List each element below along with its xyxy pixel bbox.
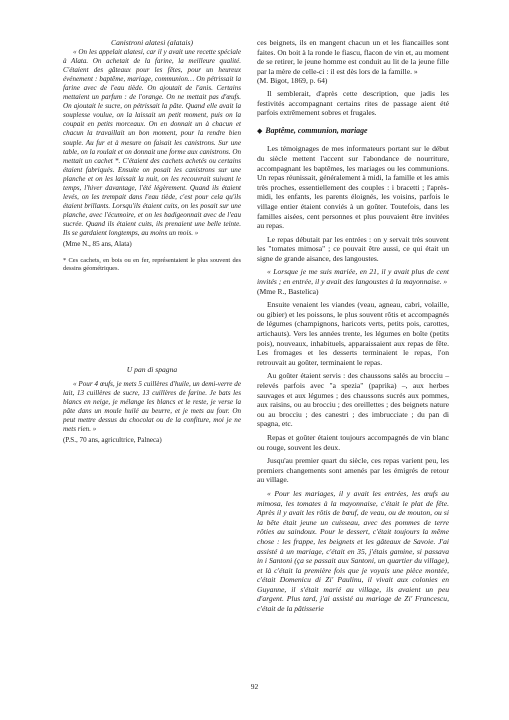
paragraph-fiancailles: ces beignets, ils en mangent chacun un et les fiancailles sont faites. On boit à la ronde le fiascu, flacon de vin et, au moment de se retirer, le jeune homme est conduit au lit de la jeune fille par la mère de celle-ci : il est dès lors de la famille. » bbox=[257, 38, 449, 76]
paragraph-entrees: Le repas débutait par les entrées : on y servait très souvent les "tomates mimosa" ; ce pouvait être aussi, ce qui était un signe de grande aisance, des langoustes. bbox=[257, 234, 449, 263]
section-heading-text: Baptême, communion, mariage bbox=[265, 125, 368, 135]
right-column bbox=[257, 38, 449, 614]
reference-bigot: (M. Bigot, 1869, p. 64) bbox=[257, 76, 328, 86]
paragraph-sobres: Il semblerait, d'après cette description, que jadis les festivités accompagnant certains rites de passage aient été parfois extrêmement sobres et frugales. bbox=[257, 88, 449, 118]
footnote-cachets: * Ces cachets, en bois ou en fer, représentaient le plus souvent des dessins géométriques. bbox=[63, 257, 241, 273]
paragraph-viandes: Ensuite venaient les viandes (veau, agneau, cabri, volaille, ou gibier) et les poissons, le plus souvent rôtis et accompagnés de légumes (champignons, haricots verts, petits pois, carottes, artichauts). Vers les années trente, les légumes en boîte (petits pois), nouveaux, inhabituels, apparaissaient aux repas de fête. Les fromages et les desserts terminaient le repas, l'on retrouvait au goûter, terminaient le repas. bbox=[257, 300, 449, 367]
section-heading bbox=[257, 126, 449, 137]
recipe-title-canistroni: Canistroni alatesi (alatais) bbox=[111, 38, 193, 47]
recipe-attribution-canistroni: (Mme N., 85 ans, Alata) bbox=[63, 240, 132, 249]
quote-mariages: « Pour les mariages, il y avait les entrées, les œufs au mimosa, les tomates à la mayonnaise, c'était le plat de fête. Après il y avait les rôtis de bœuf, de veau, ou de mouton, ou si la bête était jeune un cuisseau, avec des pommes de terre rôties au saindoux. Pour le dessert, c'était toujours la même chose : les frappe, les beignets et les gâteaux de Savoie. J'ai assisté à un mariage, c'était en 35, j'étais gamine, si passava in i Santoni (ça se passait aux Santoni, un quartier du village), et là c'était la première fois que je voyais une pièce montée, c'était Domenicu di Zi' Paulinu, il vivait aux colonies en Guyanne, il s'était marié au village, ils avaient un peu d'argent. Plus tard, j'ai assisté au mariage de Zi' Francescu, c'était de la pâtisserie bbox=[257, 488, 449, 614]
recipe-title-pan-di-spagna: U pan di spagna bbox=[126, 365, 178, 375]
paragraph-temoignages: Les témoignages de mes informateurs portant sur le début du siècle mettent l'accent sur l'abondance de nourriture, accompagnant les baptêmes, les mariages ou les communions. Un repas réunissait, généralement à midi, la famille et les amis très proches, essentiellement des couples : i bracetti ; l'après-midi, les enfants, les parents éloignés, les voisins, parfois le village entier étaient conviés à un goûter. Toutefois, dans les familles aisées, cent personnes et plus pouvaient être invitées au repas. bbox=[257, 144, 449, 231]
quote-mariee-21: « Lorsque je me suis mariée, en 21, il y avait plus de cent invités ; en entrée, il y avait des langoustes à la mayonnaise. » bbox=[257, 267, 449, 287]
paragraph-emigres: Jusqu'au premier quart du siècle, ces repas varient peu, les premiers changements sont amenés par les émigrés de retour au village. bbox=[257, 456, 449, 485]
recipe-body-pan-di-spagna: « Pour 4 œufs, je mets 5 cuillères d'huile, un demi-verre de lait, 13 cuillères de sucre, 13 cuillères de farine. Je bats les blancs en neige, je mélange les blancs et le reste, je verse la pâte dans un moule huilé au beurre, et je mets au four. On peut mettre dessus du chocolat ou de la confiture, moi je ne mets rien. » bbox=[63, 380, 241, 434]
recipe-attribution-pan-di-spagna: (P.S., 70 ans, agricultrice, Palneca) bbox=[63, 436, 162, 445]
recipe-body-canistroni: « On les appelait alatesi, car il y avait une recette spéciale à Alata. On achetait de la farine, la meilleure qualité. C'étaient des gâteaux pour les fêtes, pour un heureux événement : baptême, mariage, communion… On pétrissait la farine avec de l'eau tiède. On ajoutait de l'anis. Certains mettaient un parfum : de l'orange. On ne mettait pas d'œufs. On ajoutait le sucre, on pétrissait la pâte. Quand elle avait la souplesse voulue, on la laissait un petit moment, puis on la coupait en petits morceaux. On en donnait un à chacun et chacun la travaillait un bon moment, pour la rendre bien souple. Au fur et à mesure on faisait les canistrons. Sur une table, on la roulait et on donnait une forme aux canistrons. On mettait un cachet *. C'étaient des cachets achetés ou certains étaient fabriqués. Ensuite on posait les canistrons sur une planche et on les laissait la nuit, on les recouvrait suivant le temps, l'hiver davantage, l'été légèrement. Quand ils étaient levés, on les trempait dans l'eau tiède, c'est pour cela qu'ils étaient brillants. Lorsqu'ils étaient cuits, on les posait sur une planche, avec l'écumoire, et on les badigeonnait avec de l'eau sucrée. Quand ils étaient cuits, ils prenaient une belle teinte. Ils se gardaient longtemps, au moins un mois. » bbox=[63, 48, 241, 237]
paragraph-vin: Repas et goûter étaient toujours accompagnés de vin blanc ou rouge, souvent les deux. bbox=[257, 432, 449, 452]
paragraph-gouter: Au goûter étaient servis : des chaussons salés au brocciu – relevés parfois avec "a spezia" (paprika) –, aux herbes sauvages et aux légumes ; des chaussons sucrés aux pommes, aux raisins, ou au brocciu ; des oreillettes ; des beignets nature ou au brocciu ; des canestri ; des imbrucciate ; du pan di spagna, etc. bbox=[257, 371, 449, 429]
diamond-bullet-icon: ◆ bbox=[257, 126, 263, 135]
reference-mme-r: (Mme R., Bastelica) bbox=[257, 286, 319, 296]
page-number: 92 bbox=[250, 682, 259, 691]
spacer bbox=[63, 273, 241, 365]
left-column bbox=[63, 38, 241, 445]
